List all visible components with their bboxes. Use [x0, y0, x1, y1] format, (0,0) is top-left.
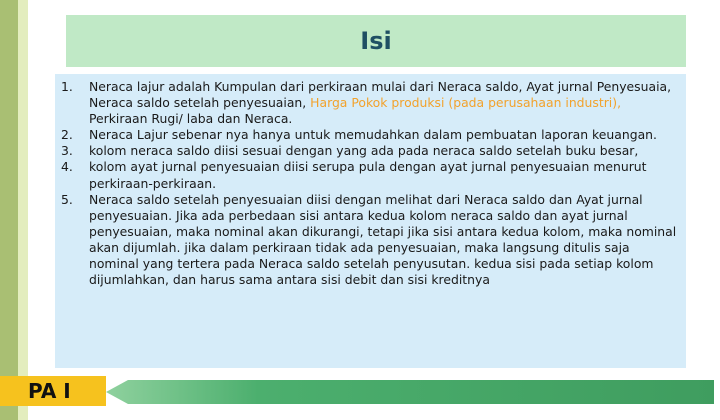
- list-number: 4.: [61, 159, 73, 175]
- slide-title: Isi: [360, 27, 392, 55]
- list-text: Neraca Lajur sebenar nya hanya untuk memudahkan dalam pembuatan laporan keuangan.: [89, 127, 657, 143]
- list-item-5: [59, 192, 680, 289]
- content-list: [59, 79, 680, 288]
- list-item-1: [59, 79, 680, 127]
- list-number: 3.: [61, 143, 73, 159]
- list-text: Neraca saldo setelah penyesuaian diisi dengan melihat dari Neraca saldo dan Ayat jurnal penyesuaian. Jika ada perbedaan sisi antara kedua kolom neraca saldo dan ayat jurnal penyesuaian, maka nominal akan dikurangi, tetapi jika sisi antara kedua kolom, maka nominal akan dijumlah. jika dalam perkiraan tidak ada penyesuaian, maka langsung ditulis saja nominal yang tertera pada Neraca saldo setelah penyusutan. kedua sisi pada setiap kolom dijumlahkan, dan harus sama antara sisi debit dan sisi kreditnya: [89, 191, 677, 288]
- list-text: [89, 79, 680, 127]
- list-item-3: [59, 143, 680, 159]
- highlighted-text: Harga Pokok produksi (pada perusahaan industri),: [310, 95, 622, 111]
- list-item-2: [59, 127, 680, 143]
- list-number: 2.: [61, 127, 73, 143]
- list-text: kolom neraca saldo diisi sesuai dengan yang ada pada neraca saldo setelah buku besar,: [89, 143, 639, 159]
- footer-green-band: [106, 380, 714, 404]
- list-number: 5.: [61, 191, 73, 207]
- list-item-4: [59, 159, 680, 191]
- list-number: 1.: [61, 79, 73, 94]
- list-text: kolom ayat jurnal penyesuaian diisi serupa pula dengan ayat jurnal penyesuaian menurut perkiraan-perkiraan.: [89, 159, 647, 191]
- left-stripe-light: [18, 0, 28, 420]
- list-text-part: Perkiraan Rugi/ laba dan Neraca.: [89, 111, 293, 127]
- left-stripe-dark: [0, 0, 18, 420]
- title-banner: [66, 15, 686, 67]
- footer-label-text: PA I: [28, 379, 71, 403]
- content-panel: [55, 74, 686, 368]
- list-text-part: Neraca lajur adalah Kumpulan dari perkiraan mulai dari Neraca saldo, Ayat jurnal Penyesuaia, Neraca saldo setelah penyesuaian,: [89, 79, 672, 111]
- footer-label: [0, 376, 106, 406]
